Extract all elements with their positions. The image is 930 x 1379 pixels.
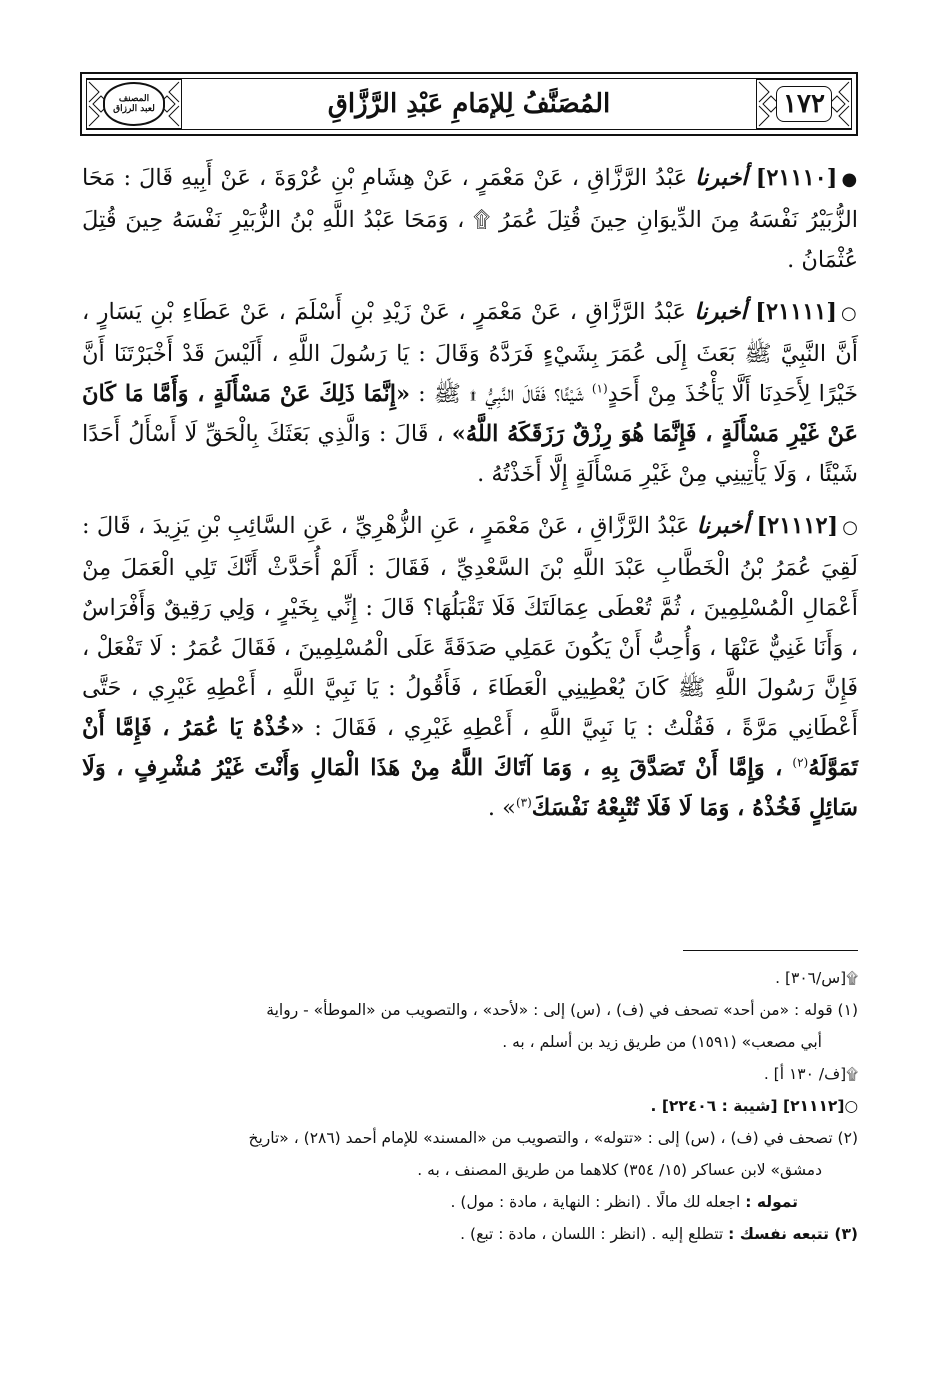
- hadith-text: عَبْدُ الرَّزَّاقِ ، عَنْ مَعْمَرٍ ، عَنِ الزُّهْرِيِّ ، عَنِ السَّائِبِ بْنِ يَزِيدَ ، قَالَ : لَقِيَ عُمَرُ بْنُ الْخَطَّابِ عَبْدَ اللَّهِ بْنَ السَّعْدِيِّ ، فَقَالَ : أَلَمْ أُحَدَّثْ أَنَّكَ تَلِي الْعَمَلَ مِنْ أَعْمَالِ الْمُسْلِمِينَ ، ثُمَّ تُعْطَى عِمَالَتَكَ فَلَا تَقْبَلُهَا؟ قَالَ : إِنِّي بِخَيْرٍ ، وَلِي رَقِيقٌ وَأَفْرَاسٌ ، وَأَنَا غَنِيٌّ عَنْهَا ، وَأُحِبُّ أَنْ يَكُونَ عَمَلِي صَدَقَةً عَلَى الْمُسْلِمِينَ ، فَقَالَ عُمَرُ : لَا تَفْعَلْ ، فَإِنَّ رَسُولَ اللَّهِ ﷺ كَانَ يُعْطِينِي الْعَطَاءَ ، فَأَقُولُ : يَا نَبِيَّ اللَّهِ ، أَعْطِهِ غَيْرِي ، حَتَّى أَعْطَانِي مَرَّةً ، فَقُلْتُ : يَا نَبِيَّ اللَّهِ ، أَعْطِهِ غَيْرِي ، فَقَالَ :: [82, 513, 859, 741]
- page-number: ١٧٢: [776, 86, 832, 122]
- publisher-seal: [103, 82, 165, 126]
- hadith-marker: ●: [841, 169, 859, 190]
- prophetic-quote: «خُذْهُ يَا عُمَرُ ، فَإِمَّا أَنْ تَمَوَّلَهُ: [82, 715, 859, 781]
- footnotes: [82, 962, 858, 1250]
- folio-ref-s306: ۩[س/٣٠٦] .: [775, 969, 858, 987]
- footnote-separator: [683, 950, 858, 951]
- folio-ref-f130: ۩[ف/ ١٣٠ أ] .: [763, 1065, 858, 1083]
- akhbarana-label: أخبرنا: [696, 513, 750, 539]
- page-header: [80, 72, 858, 136]
- gloss-text: اجعله لك مالًا . (انظر : النهاية ، مادة : مول) .: [450, 1193, 741, 1211]
- gloss-tamawwalahu: [82, 1186, 858, 1218]
- hadith-number: [٢١١١٢]: [756, 513, 839, 539]
- seal-line1: المصنف: [118, 94, 150, 104]
- hadith-text: ، قَالَ : وَالَّذِي بَعَثَكَ بِالْحَقِّ لَا أَسْأَلُ أَحَدًا شَيْئًا ، وَلَا يَأْتِينِي مِنْ غَيْرِ مَسْأَلَةٍ إِلَّا أَخَذْتُهُ .: [82, 421, 858, 487]
- prophetic-quote: «إِنَّمَا ذَلِكَ عَنْ مَسْأَلَةٍ ، وَأَمَّا مَا كَانَ عَنْ غَيْرِ مَسْأَلَةٍ ، فَإِنَّمَا هُوَ رِزْقٌ رَزَقَكَهُ اللَّهُ»: [82, 381, 858, 447]
- akhbarana-label: أخبرنا: [694, 299, 747, 325]
- footnote-2: (٢) تصحف في (ف) ، (س) إلى : «تتوله» ، والتصويب من «المسند» للإمام أحمد (٢٨٦) ، «تاريخ: [248, 1129, 858, 1147]
- hadith-21110: [82, 158, 858, 280]
- hadith-number: [٢١١١٠]: [755, 165, 838, 191]
- footnote-1: (١) قوله : «من أحد» تصحف في (ف) ، (س) إلى : «لأحد» ، والتصويب من «الموطأ» - رواية: [266, 1001, 858, 1019]
- hadith-end: » .: [487, 795, 516, 821]
- footnote-ref-2: (٢): [792, 755, 809, 770]
- page-number-box: [756, 79, 852, 129]
- footnote-1-cont: أبي مصعب» (١٥٩١) من طريق زيد بن أسلم ، به .: [502, 1033, 822, 1051]
- footnote-3: [82, 1218, 858, 1250]
- hadith-text: عَبْدُ الرَّزَّاقِ ، عَنْ مَعْمَرٍ ، عَنْ هِشَامِ بْنِ عُرْوَةَ ، عَنْ أَبِيهِ قَالَ : مَحَا الزُّبَيْرُ نَفْسَهُ مِنَ الدِّيوَانِ حِينَ قُتِلَ عُمَرُ ۩ ، وَمَحَا عَبْدُ اللَّهِ بْنُ الزُّبَيْرِ نَفْسَهُ حِينَ قُتِلَ عُثْمَانُ .: [82, 165, 858, 273]
- hadith-number: [٢١١١١]: [755, 299, 838, 325]
- footnote-2-cont: دمشق» لابن عساكر (١٥/ ٣٥٤) كلاهما من طريق المصنف ، به .: [417, 1161, 822, 1179]
- footnote-ref-3: (٣): [515, 795, 532, 810]
- hadith-21111: [82, 292, 858, 494]
- footnote-3-term: (٣) تتبعه نفسك :: [728, 1225, 858, 1243]
- gloss-term: تموله :: [745, 1193, 798, 1211]
- hadith-marker: ○: [842, 517, 859, 538]
- seal-line2: لعبد الرزاق: [113, 104, 155, 114]
- book-title: المُصَنَّفُ لِلإمَامِ عَبْدِ الرَّزَّاقِ: [327, 89, 611, 119]
- seal-ornament: [86, 79, 182, 129]
- akhbarana-label: أخبرنا: [695, 165, 748, 191]
- hadith-text: عَبْدُ الرَّزَّاقِ ، عَنْ مَعْمَرٍ ، عَنْ زَيْدِ بْنِ أَسْلَمَ ، عَنْ عَطَاءِ بْنِ يَسَارٍ ، أَنَّ النَّبِيَّ ﷺ بَعَثَ إِلَى عُمَرَ بِشَيْءٍ فَرَدَّهُ وَقَالَ : يَا رَسُولَ اللَّهِ ، أَلَيْسَ قَدْ أَخْبَرْتَنَا أَنَّ خَيْرًا لِأَحَدِنَا أَلَّا يَأْخُذَ مِنْ أَحَدٍ: [82, 299, 858, 407]
- hadith-text: شَيْئًا؟ فَقَالَ النَّبِيُّ ۩ ﷺ :: [418, 381, 584, 407]
- main-text: [82, 158, 858, 840]
- prophetic-quote: ، وَإِمَّا أَنْ تَصَدَّقَ بِهِ ، وَمَا آتَاكَ اللَّهُ مِنْ هَذَا الْمَالِ وَأَنْتَ غَيْرُ مُشْرِفٍ ، وَلَا سَائِلٍ فَخُذْهُ ، وَمَا لَا فَلَا تُتْبِعْهُ نَفْسَكَ: [82, 755, 858, 821]
- hadith-cross-ref: ○[٢١١١٢] [شيبة : ٢٢٤٠٦] .: [650, 1097, 858, 1115]
- footnote-ref-1: (١): [591, 381, 608, 396]
- footnote-3-text: تتطلع إليه . (انظر : اللسان ، مادة : تبع) .: [460, 1225, 724, 1243]
- hadith-21112: [82, 506, 858, 828]
- hadith-marker: ○: [841, 303, 858, 324]
